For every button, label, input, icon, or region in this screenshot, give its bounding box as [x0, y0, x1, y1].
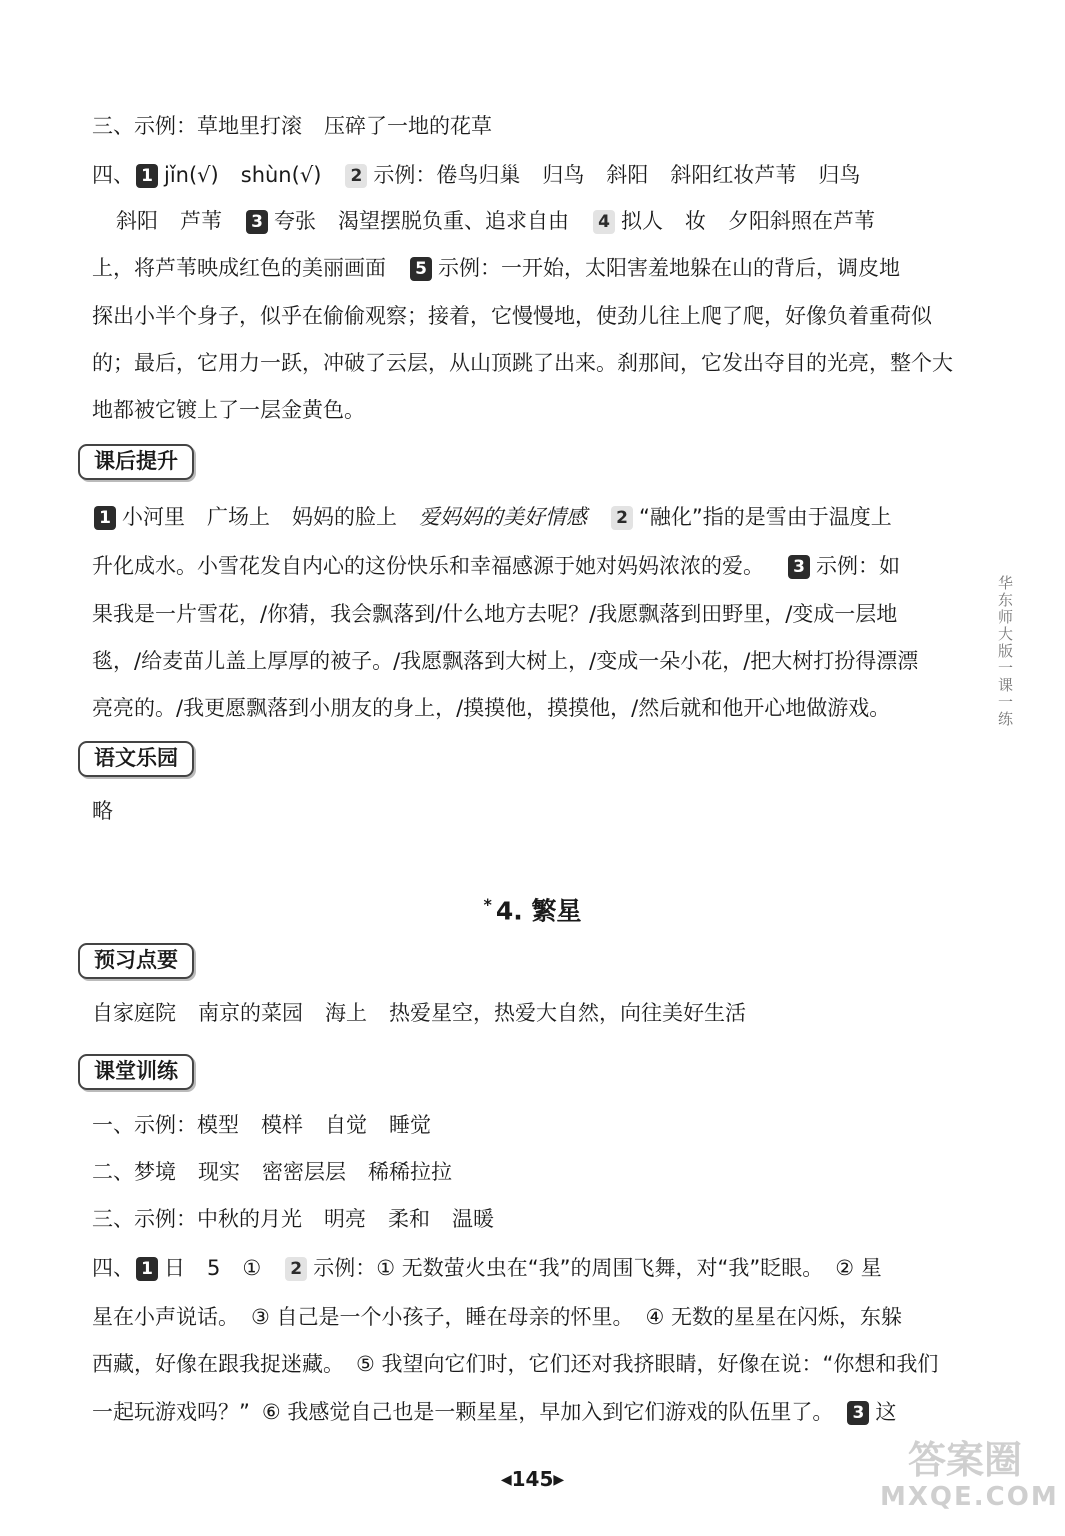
question-number-badge: 4	[593, 210, 615, 234]
section-heading: 课堂训练	[78, 1054, 194, 1090]
question-number-badge: 5	[410, 257, 432, 281]
question-number-badge: 1	[136, 1257, 158, 1281]
answer-line: 四、 1 日 5 ① 2 示例：① 无数萤火虫在“我”的周围飞舞，对“我”眨眼。 ② 星	[92, 1256, 882, 1280]
question-number-badge: 3	[246, 210, 268, 234]
side-book-title: 华东师大版一课一练	[996, 575, 1014, 728]
watermark	[880, 1438, 1059, 1528]
section-heading: 语文乐园	[78, 741, 194, 777]
answer-line: 一、示例：模型 模样 自觉 睡觉	[92, 1113, 431, 1137]
answer-line: 探出小半个身子，似乎在偷偷观察；接着，它慢慢地，使劲儿往上爬了爬，好像负着重荷似	[92, 304, 932, 328]
question-number-badge: 1	[136, 164, 158, 188]
watermark-url: MXQE.COM	[880, 1482, 1059, 1512]
answer-line: 四、 1 jǐn(√) shùn(√) 2 示例：倦鸟归巢 归鸟 斜阳 斜阳红妆芦苇 归鸟	[92, 163, 861, 187]
answer-line: 自家庭院 南京的菜园 海上 热爱星空，热爱大自然，向往美好生活	[92, 1001, 746, 1025]
question-number-badge: 2	[285, 1257, 307, 1281]
section-heading: 课后提升	[78, 444, 194, 480]
answer-line: 二、梦境 现实 密密层层 稀稀拉拉	[92, 1160, 452, 1184]
answer-line: 毯，/给麦苗儿盖上厚厚的被子。/我愿飘落到大树上，/变成一朵小花，/把大树打扮得漂漂	[92, 649, 919, 673]
answer-line: 地都被它镀上了一层金黄色。	[92, 398, 365, 422]
answer-line: 上，将芦苇映成红色的美丽画面 5 示例：一开始，太阳害羞地躲在山的背后，调皮地	[92, 256, 900, 280]
question-number-badge: 2	[611, 506, 633, 530]
question-number-badge: 1	[94, 506, 116, 530]
section-heading: 预习点要	[78, 943, 194, 979]
answer-line: 三、示例：中秋的月光 明亮 柔和 温暖	[92, 1207, 494, 1231]
answer-line: 1 小河里 广场上 妈妈的脸上 爱妈妈的美好情感 2 “融化”指的是雪由于温度上	[92, 503, 952, 531]
answer-line: 略	[92, 799, 113, 823]
question-number-badge: 2	[345, 164, 367, 188]
answer-line: 果我是一片雪花，/你猜，我会飘落到/什么地方去呢？/我愿飘落到田野里，/变成一层地	[92, 602, 898, 626]
answer-line: 升化成水。小雪花发自内心的这份快乐和幸福感源于她对妈妈浓浓的爱。 3 示例：如	[92, 554, 900, 578]
triangle-right-icon: ▶	[553, 1472, 565, 1488]
question-number-badge: 3	[788, 555, 810, 579]
triangle-left-icon: ◀	[500, 1472, 512, 1488]
answer-line: 一起玩游戏吗？” ⑥ 我感觉自己也是一颗星星，早加入到它们游戏的队伍里了。 3 这	[92, 1400, 897, 1424]
answer-line: 斜阳 芦苇 3 夸张 渴望摆脱负重、追求自由 4 拟人 妆 夕阳斜照在芦苇	[116, 209, 875, 233]
question-number-badge: 3	[847, 1401, 869, 1425]
watermark-logo-text: 答案圈	[907, 1438, 1022, 1482]
answer-line: 亮亮的。/我更愿飘落到小朋友的身上，/摸摸他，摸摸他，/然后就和他开心地做游戏。	[92, 696, 891, 720]
answer-line: 西藏，好像在跟我捉迷藏。 ⑤ 我望向它们时，它们还对我挤眼睛，好像在说：“你想和我们	[92, 1352, 939, 1376]
lesson-title: * 4. 繁星	[483, 895, 582, 926]
answer-line: 星在小声说话。 ③ 自己是一个小孩子，睡在母亲的怀里。 ④ 无数的星星在闪烁，东躲	[92, 1305, 903, 1329]
page-number: ◀145▶	[500, 1467, 565, 1491]
answer-line: 三、示例：草地里打滚 压碎了一地的花草	[92, 114, 492, 138]
answer-line: 的；最后，它用力一跃，冲破了云层，从山顶跳了出来。刹那间，它发出夺目的光亮，整个大	[92, 351, 953, 375]
